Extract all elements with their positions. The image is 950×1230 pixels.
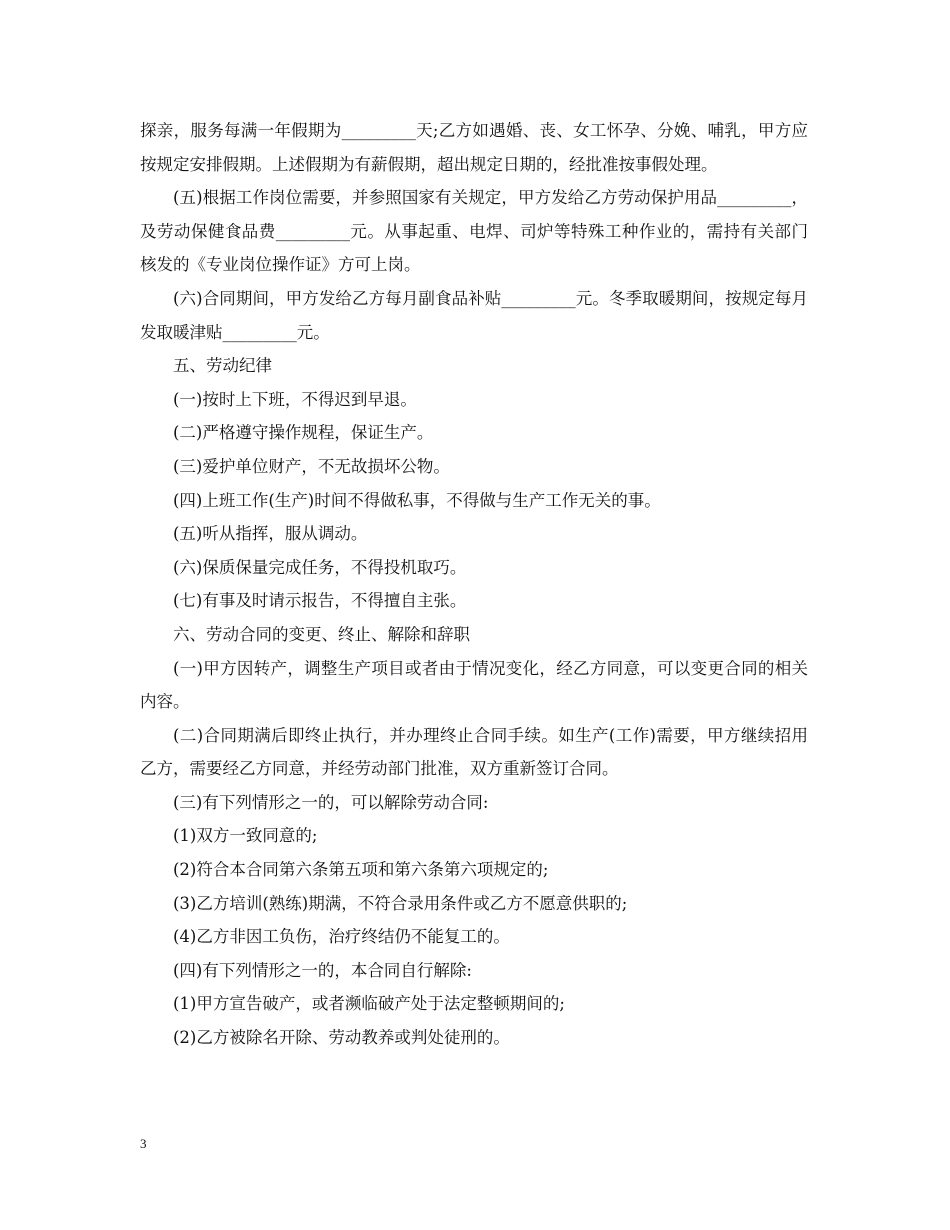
list-item: (1)甲方宣告破产，或者濒临破产处于法定整顿期间的;: [173, 994, 565, 1014]
paragraph: (一)甲方因转产，调整生产项目或者由于情况变化，经乙方同意，可以变更合同的相关内容。: [140, 658, 808, 712]
paragraph: (四)上班工作(生产)时间不得做私事，不得做与生产工作无关的事。: [173, 490, 661, 510]
paragraph: (三)爱护单位财产，不无故损坏公物。: [173, 456, 450, 476]
list-item: (2)符合本合同第六条第五项和第六条第六项规定的;: [173, 860, 549, 880]
paragraph: (二)合同期满后即终止执行，并办理终止合同手续。如生产(工作)需要，甲方继续招用乙方，需要经乙方同意，并经劳动部门批准，双方重新签订合同。: [140, 725, 808, 779]
list-item: (1)双方一致同意的;: [173, 826, 318, 846]
paragraph: (七)有事及时请示报告，不得擅自主张。: [173, 591, 467, 611]
paragraph: (四)有下列情形之一的，本合同自行解除:: [173, 960, 472, 980]
paragraph: (六)保质保量完成任务，不得投机取巧。: [173, 557, 467, 577]
document-body: [140, 114, 808, 1055]
section-heading: 六、劳动合同的变更、终止、解除和辞职: [173, 624, 470, 644]
paragraph: (五)听从指挥，服从调动。: [173, 524, 368, 544]
section-heading: 五、劳动纪律: [173, 356, 272, 376]
list-item: (3)乙方培训(熟练)期满，不符合录用条件或乙方不愿意供职的;: [173, 893, 628, 913]
paragraph: (五)根据工作岗位需要，并参照国家有关规定，甲方发给乙方劳动保护用品_________，及劳动保健食品费_________元。从事起重、电焊、司炉等特殊工种作业的，需持有关部门核发的《专业岗位操作证》方可上岗。: [140, 188, 808, 275]
paragraph: (一)按时上下班，不得迟到早退。: [173, 389, 417, 409]
paragraph: 探亲，服务每满一年假期为_________天;乙方如遇婚、丧、女工怀孕、分娩、哺乳，甲方应按规定安排假期。上述假期为有薪假期，超出规定日期的，经批准按事假处理。: [140, 121, 808, 174]
paragraph: (六)合同期间，甲方发给乙方每月副食品补贴_________元。冬季取暖期间，按规定每月发取暖津贴_________元。: [140, 288, 808, 342]
paragraph: (三)有下列情形之一的，可以解除劳动合同:: [173, 792, 489, 812]
list-item: (4)乙方非因工负伤，治疗终结仍不能复工的。: [173, 927, 510, 947]
list-item: (2)乙方被除名开除、劳动教养或判处徒刑的。: [173, 1028, 510, 1048]
page-number: 3: [140, 1136, 147, 1151]
paragraph: (二)严格遵守操作规程，保证生产。: [173, 423, 434, 443]
